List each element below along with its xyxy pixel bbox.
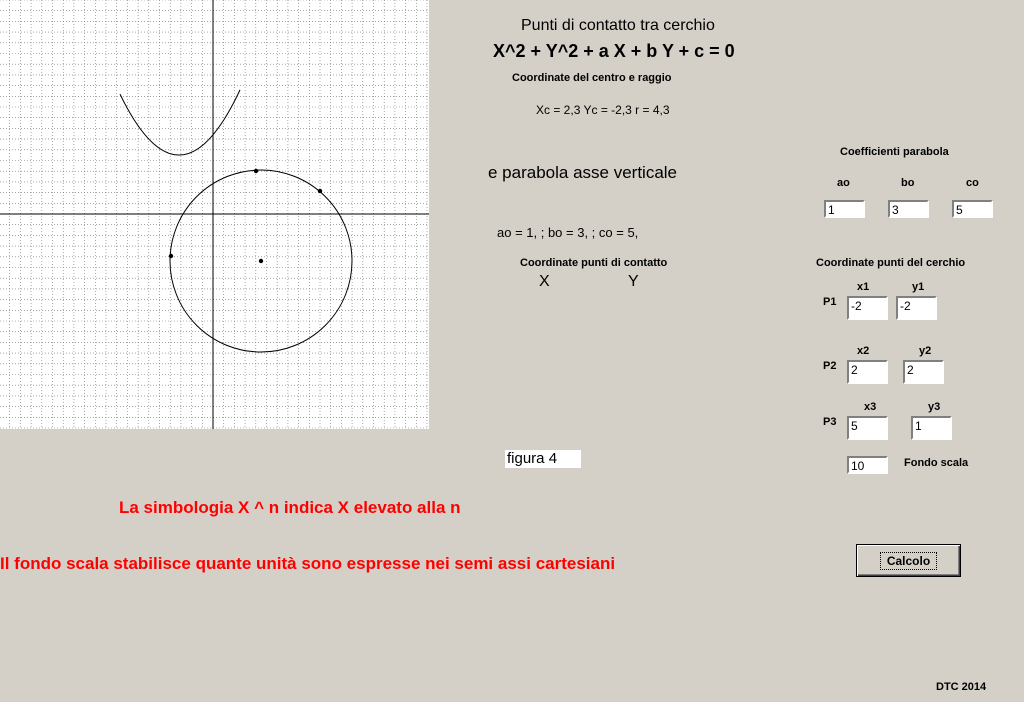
p3-label: P3: [823, 416, 837, 428]
y2-label: y2: [919, 345, 932, 357]
center-radius-values: Xc = 2,3 Yc = -2,3 r = 4,3: [536, 103, 670, 117]
bo-label: bo: [901, 177, 915, 189]
x3-input[interactable]: 5: [847, 416, 888, 440]
plot-axes: [0, 0, 429, 429]
y3-label: y3: [928, 401, 941, 413]
y3-input[interactable]: 1: [911, 416, 952, 440]
cartesian-plot: [0, 0, 429, 429]
y1-label: y1: [912, 281, 925, 293]
x2-label: x2: [857, 345, 870, 357]
contact-points-heading: Coordinate punti di contatto: [520, 257, 668, 269]
circle-point-p3: [318, 189, 322, 193]
p2-label: P2: [823, 360, 837, 372]
scale-note: Il fondo scala stabilisce quante unità sono espresse nei semi assi cartesiani: [0, 554, 616, 573]
co-input[interactable]: 5: [952, 200, 993, 218]
calculate-button-label: Calcolo: [881, 553, 936, 569]
co-label: co: [966, 177, 979, 189]
calculate-button[interactable]: [856, 544, 961, 577]
ao-input[interactable]: 1: [824, 200, 865, 218]
title: Punti di contatto tra cerchio: [521, 17, 715, 34]
x3-label: x3: [864, 401, 877, 413]
circle-center-point: [259, 259, 263, 263]
circle-points-heading: Coordinate punti del cerchio: [816, 257, 966, 269]
ao-label: ao: [837, 177, 850, 189]
y1-input[interactable]: -2: [896, 296, 937, 320]
x1-label: x1: [857, 281, 870, 293]
footer-credit: DTC 2014: [936, 681, 987, 693]
bo-input[interactable]: 3: [888, 200, 929, 218]
coefficients-heading: Coefficienti parabola: [840, 146, 949, 158]
scale-label: Fondo scala: [904, 457, 969, 469]
symbol-note: La simbologia X ^ n indica X elevato alla n: [119, 498, 461, 517]
scale-input[interactable]: 10: [847, 456, 888, 474]
x2-input[interactable]: 2: [847, 360, 888, 384]
contact-x-label: X: [539, 273, 550, 290]
circle-point-p2: [254, 169, 258, 173]
p1-label: P1: [823, 296, 837, 308]
circle-point-p1: [169, 254, 173, 258]
y2-input[interactable]: 2: [903, 360, 944, 384]
figure-label: figura 4: [505, 450, 581, 468]
parabola-coefficients-text: ao = 1, ; bo = 3, ; co = 5,: [497, 225, 639, 240]
center-radius-heading: Coordinate del centro e raggio: [512, 72, 672, 84]
contact-y-label: Y: [628, 273, 639, 290]
x1-input[interactable]: -2: [847, 296, 888, 320]
parabola-heading: e parabola asse verticale: [488, 163, 678, 182]
equation: X^2 + Y^2 + a X + b Y + c = 0: [493, 41, 735, 61]
